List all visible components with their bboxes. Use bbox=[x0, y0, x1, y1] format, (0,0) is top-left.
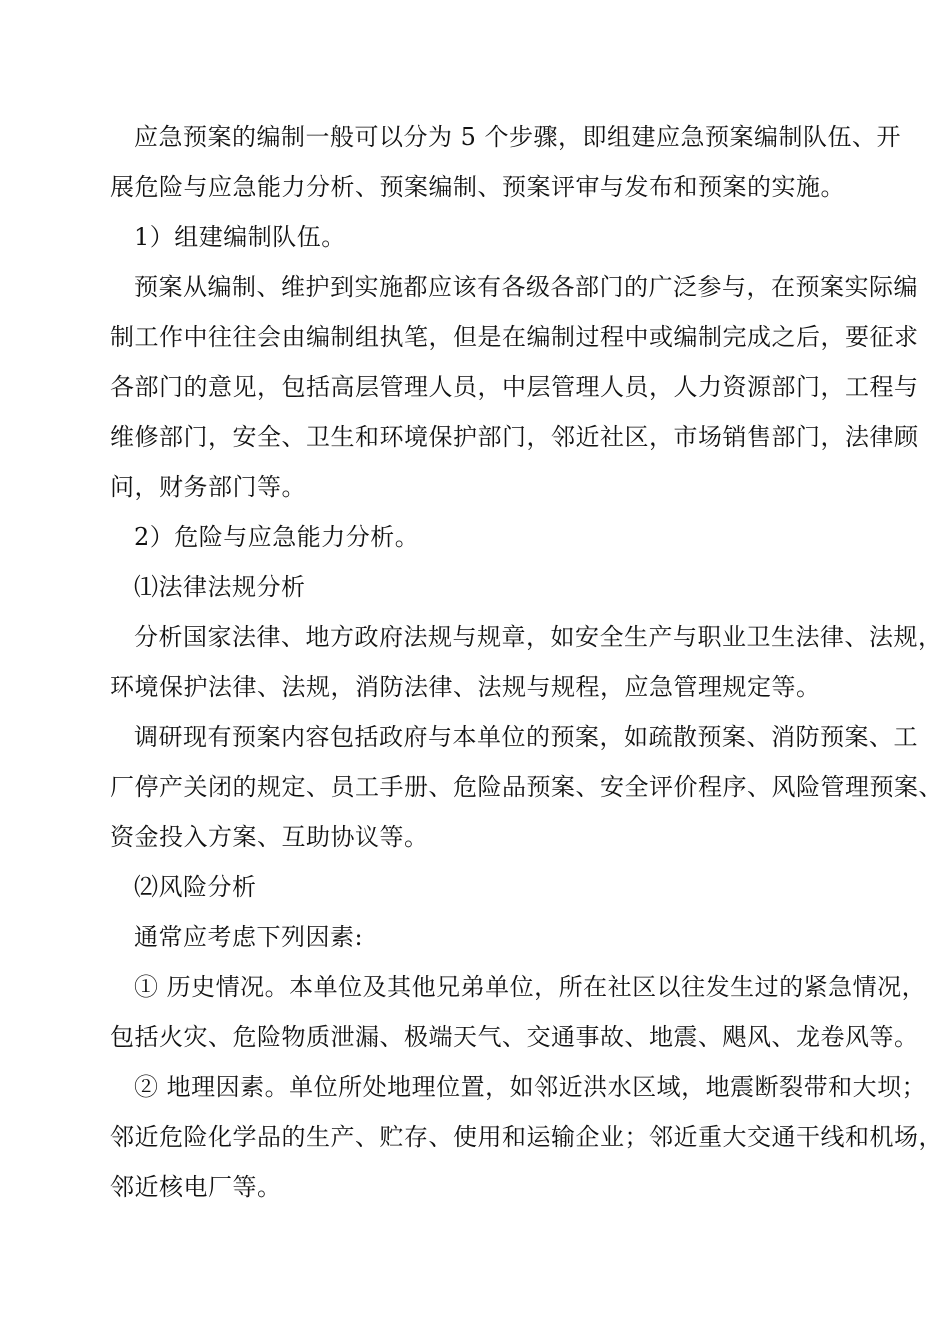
text-line: 问，财务部门等。 bbox=[110, 473, 306, 501]
text-line: 各部门的意见，包括高层管理人员，中层管理人员，人力资源部门，工程与 bbox=[110, 373, 919, 401]
text-line: 邻近危险化学品的生产、贮存、使用和运输企业；邻近重大交通干线和机场， bbox=[110, 1123, 943, 1151]
list-item: ② 地理因素。单位所处地理位置，如邻近洪水区域，地震断裂带和大坝； bbox=[134, 1073, 927, 1101]
section-heading: 2）危险与应急能力分析。 bbox=[134, 523, 420, 551]
text-line: 厂停产关闭的规定、员工手册、危险品预案、安全评价程序、风险管理预案、 bbox=[110, 773, 943, 801]
subsection-heading: ⑴法律法规分析 bbox=[134, 573, 306, 601]
text-line: 分析国家法律、地方政府法规与规章，如安全生产与职业卫生法律、法规， bbox=[134, 623, 943, 651]
text-line: 邻近核电厂等。 bbox=[110, 1173, 282, 1201]
text-line: 维修部门，安全、卫生和环境保护部门，邻近社区，市场销售部门，法律顾 bbox=[110, 423, 919, 451]
text-line: 通常应考虑下列因素: bbox=[134, 923, 364, 951]
text-line: 包括火灾、危险物质泄漏、极端天气、交通事故、地震、飓风、龙卷风等。 bbox=[110, 1023, 919, 1051]
text-line: 应急预案的编制一般可以分为 5 个步骤，即组建应急预案编制队伍、开 bbox=[134, 123, 902, 151]
text-line: 制工作中往往会由编制组执笔，但是在编制过程中或编制完成之后，要征求 bbox=[110, 323, 919, 351]
text-line: 预案从编制、维护到实施都应该有各级各部门的广泛参与，在预案实际编 bbox=[134, 273, 918, 301]
subsection-heading: ⑵风险分析 bbox=[134, 873, 257, 901]
section-heading: 1）组建编制队伍。 bbox=[134, 223, 346, 251]
text-line: 资金投入方案、互助协议等。 bbox=[110, 823, 429, 851]
list-item: ① 历史情况。本单位及其他兄弟单位，所在社区以往发生过的紧急情况， bbox=[134, 973, 927, 1001]
text-line: 调研现有预案内容包括政府与本单位的预案，如疏散预案、消防预案、工 bbox=[134, 723, 918, 751]
text-line: 展危险与应急能力分析、预案编制、预案评审与发布和预案的实施。 bbox=[110, 173, 845, 201]
text-line: 环境保护法律、法规，消防法律、法规与规程，应急管理规定等。 bbox=[110, 673, 821, 701]
